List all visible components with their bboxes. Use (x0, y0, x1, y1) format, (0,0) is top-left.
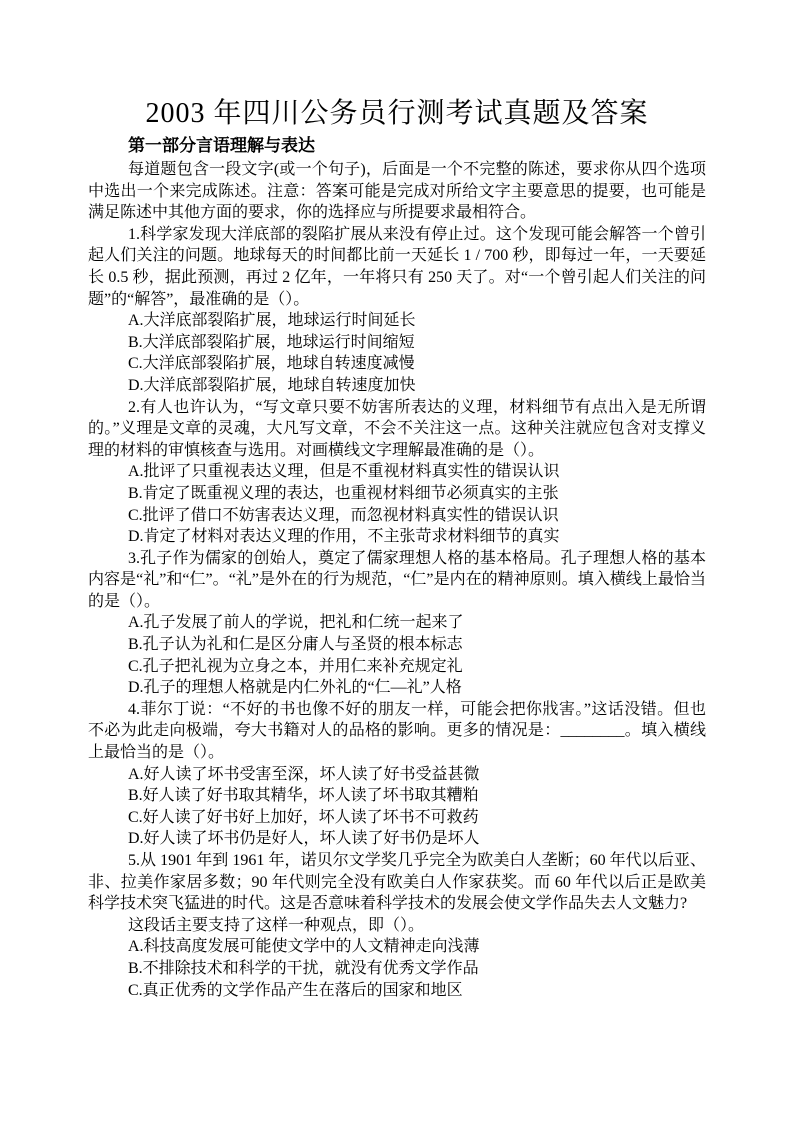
question-2 (88, 397, 706, 548)
question-3-option-D: D.孔子的理想人格就是内仁外礼的“仁—礼”人格 (128, 679, 462, 697)
question-2-option-A: A.批评了只重视表达义理，但是不重视材料真实性的错误认识 (128, 463, 560, 481)
questions-list (88, 224, 706, 1001)
question-2-option-B: B.肯定了既重视义理的表达，也重视材料细节必须真实的主张 (128, 484, 559, 502)
question-3 (88, 548, 706, 699)
question-4-option-D: D.好人读了坏书仍是好人，坏人读了好书仍是坏人 (128, 830, 480, 848)
question-5 (88, 850, 706, 1001)
question-4-option-B: B.好人读了好书取其精华，坏人读了坏书取其糟粕 (128, 787, 479, 805)
question-2-option-C: C.批评了借口不妨害表达义理，而忽视材料真实性的错误认识 (128, 506, 559, 524)
question-5-stem-paragraph: 这段话主要支持了这样一种观点，即（）。 (128, 916, 425, 934)
question-4-option-C: C.好人读了好书好上加好，坏人读了坏书不可救药 (128, 808, 479, 826)
question-1-option-D: D.大洋底部裂陷扩展，地球自转速度加快 (128, 376, 416, 394)
document-title: 2003 年四川公务员行测考试真题及答案 (145, 98, 649, 129)
question-5-stem-paragraph: 5.从 1901 年到 1961 年，诺贝尔文学奖几乎完全为欧美白人垄断；60 年代以后亚、非、拉美作家居多数；90 年代则完全没有欧美白人作家获奖。而 60 年代以后正是欧美科学技术突飞猛进的时代。这是否意味着科学技术的发展会使文学作品失去人文魅力? (88, 852, 706, 913)
question-1 (88, 224, 706, 397)
question-5-option-B: B.不排除技术和科学的干扰，就没有优秀文学作品 (128, 959, 479, 977)
instructions-paragraph: 每道题包含一段文字(或一个句子)，后面是一个不完整的陈述，要求你从四个选项中选出一个来完成陈述。注意：答案可能是完成对所给文字主要意思的提要，也可能是满足陈述中其他方面的要求，你的选择应与所提要求最相符合。 (88, 161, 706, 222)
question-5-option-C: C.真正优秀的文学作品产生在落后的国家和地区 (128, 981, 463, 999)
question-3-option-A: A.孔子发展了前人的学说，把礼和仁统一起来了 (128, 614, 464, 632)
question-1-option-C: C.大洋底部裂陷扩展，地球自转速度减慢 (128, 355, 415, 373)
question-1-option-B: B.大洋底部裂陷扩展，地球运行时间缩短 (128, 333, 415, 351)
question-3-option-C: C.孔子把礼视为立身之本，并用仁来补充规定礼 (128, 657, 463, 675)
question-4-stem-paragraph: 4.菲尔丁说：“不好的书也像不好的朋友一样，可能会把你戕害。”这话没错。但也不必为此走向极端，夸大书籍对人的品格的影响。更多的情况是：________。填入横线上最恰当的是（）。 (88, 700, 706, 762)
question-1-stem-paragraph: 1.科学家发现大洋底部的裂陷扩展从来没有停止过。这个发现可能会解答一个曾引起人们关注的问题。地球每天的时间都比前一天延长 1 / 700 秒，即每过一年，一天要延长 0.5 秒，据此预测，再过 2 亿年，一年将只有 250 天了。对“一个曾引起人们关注的问题”的“解答”，最准确的是（）。 (88, 225, 706, 308)
question-2-stem-paragraph: 2.有人也许认为，“写文章只要不妨害所表达的义理，材料细节有点出入是无所谓的。”义理是文章的灵魂，大凡写文章，不会不关注这一点。这种关注就应包含对支撑义理的材料的审慎核查与选用。对画横线文字理解最准确的是（）。 (88, 398, 706, 459)
question-4 (88, 699, 706, 850)
question-2-option-D: D.肯定了材料对表达义理的作用，不主张苛求材料细节的真实 (128, 528, 560, 546)
question-1-option-A: A.大洋底部裂陷扩展，地球运行时间延长 (128, 312, 416, 330)
question-3-stem-paragraph: 3.孔子作为儒家的创始人，奠定了儒家理想人格的基本格局。孔子理想人格的基本内容是“礼”和“仁”。“礼”是外在的行为规范，“仁”是内在的精神原则。填入横线上最恰当的是（）。 (88, 549, 706, 610)
question-4-option-A: A.好人读了坏书受害至深，坏人读了好书受益甚微 (128, 765, 480, 783)
section-heading: 第一部分言语理解与表达 (128, 136, 315, 155)
question-5-option-A: A.科技高度发展可能使文学中的人文精神走向浅薄 (128, 938, 480, 956)
question-3-option-B: B.孔子认为礼和仁是区分庸人与圣贤的根本标志 (128, 636, 463, 654)
